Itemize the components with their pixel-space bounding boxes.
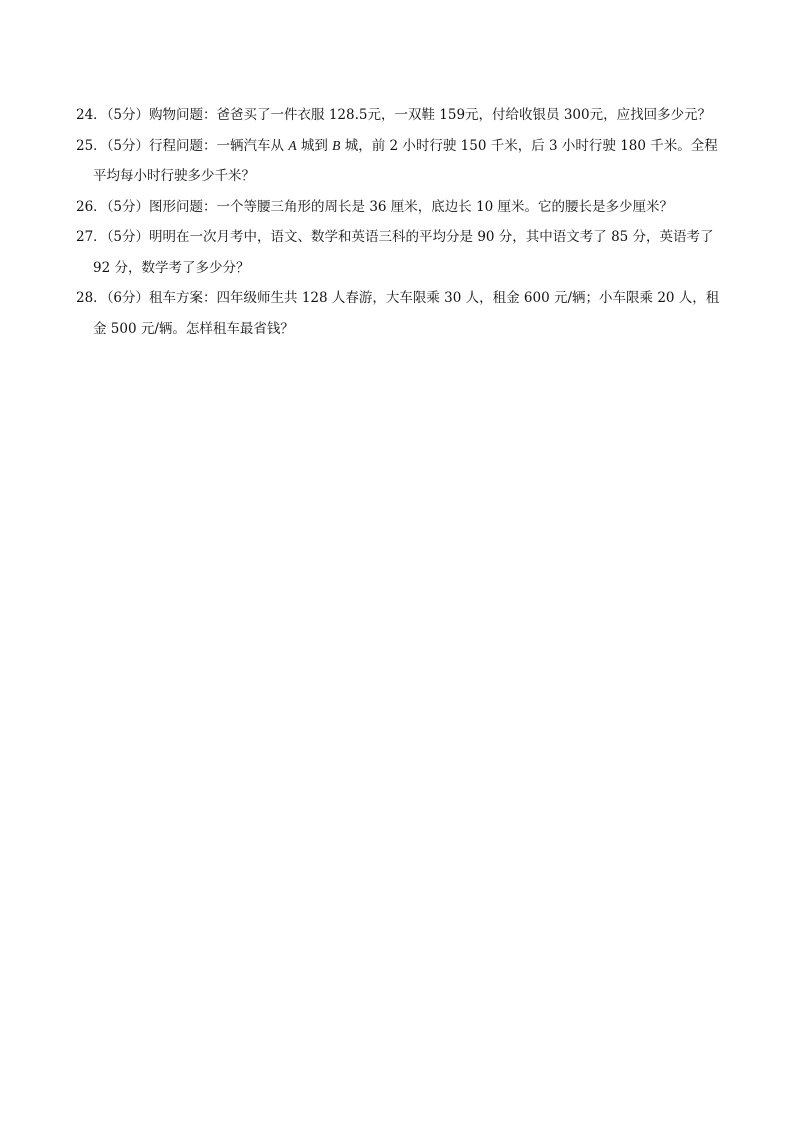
question-text-continuation: 金 500 元/辆。怎样租车最省钱？ xyxy=(93,320,294,337)
question-text: 明明在一次月考中，语文、数学和英语三科的平均分是 90 分，其中语文考了 85 分，英语考了 xyxy=(149,229,714,245)
question-number: 28． xyxy=(76,290,107,306)
question-number: 27． xyxy=(76,229,107,245)
variable-b: B xyxy=(332,137,341,153)
question-text-continuation: 92 分，数学考了多少分？ xyxy=(93,259,250,276)
question-text: 行程问题：一辆汽车从 xyxy=(149,137,289,154)
question-number: 24． xyxy=(76,107,107,123)
question-points: （5分） xyxy=(106,107,150,123)
question-text: 租车方案：四年级师生共 128 人春游，大车限乘 30 人，租金 600 元/辆；小车限乘 20 人，租 xyxy=(149,290,720,306)
question-24 xyxy=(76,100,722,131)
question-text-continuation: 平均每小时行驶多少千米？ xyxy=(93,168,255,184)
question-text: 图形问题：一个等腰三角形的周长是 36 厘米，底边长 10 厘米。它的腰长是多少厘米？ xyxy=(149,198,674,215)
question-text: 城，前 2 小时行驶 150 千米，后 3 小时行驶 180 千米。全程 xyxy=(340,137,718,154)
question-points: （5分） xyxy=(106,137,150,154)
variable-a: A xyxy=(288,137,297,153)
question-points: （5分） xyxy=(106,229,150,245)
question-27 xyxy=(76,222,722,283)
question-points: （5分） xyxy=(106,198,150,215)
question-points: （6分） xyxy=(106,290,150,306)
question-25 xyxy=(76,131,722,192)
question-text: 城到 xyxy=(296,137,333,154)
question-number: 26． xyxy=(76,198,107,215)
question-number: 25． xyxy=(76,137,107,154)
question-28 xyxy=(76,283,722,344)
question-list xyxy=(76,100,722,344)
question-26 xyxy=(76,192,722,223)
question-text: 购物问题：爸爸买了一件衣服 128.5元，一双鞋 159元，付给收银员 300元，应找回多少元？ xyxy=(149,107,712,123)
